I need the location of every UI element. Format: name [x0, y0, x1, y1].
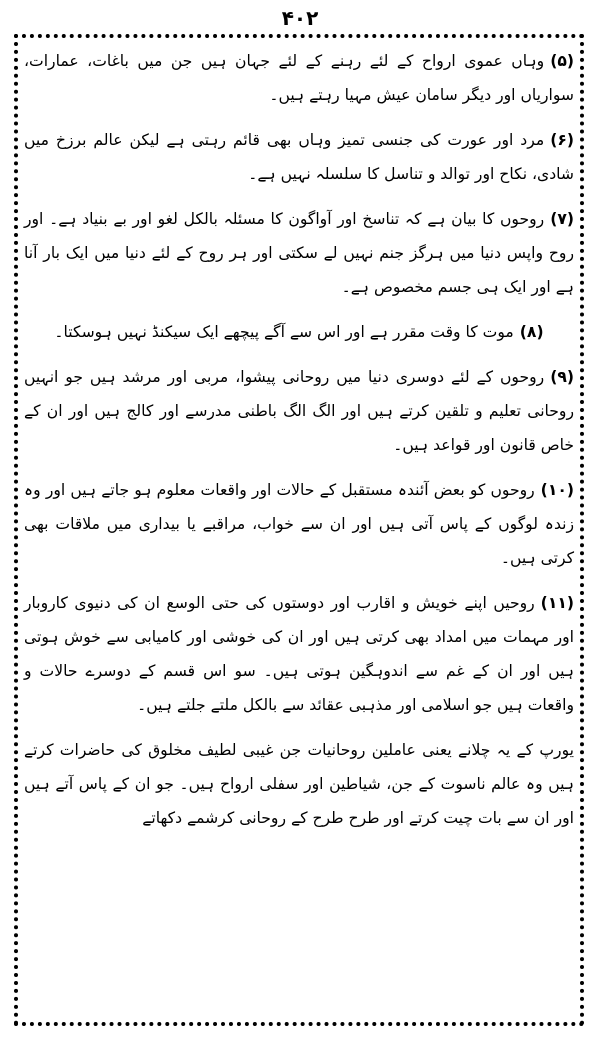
page-body [24, 44, 574, 846]
paragraph-text: مرد اور عورت کی جنسی تمیز وہاں بھی قائم رہتی ہے لیکن عالم برزخ میں شادی، نکاح اور توالد و تناسل کا سلسلہ نہیں ہے۔ [24, 131, 574, 183]
paragraph-11 [24, 586, 574, 722]
paragraph-8 [24, 315, 574, 349]
paragraph-text: موت کا وقت مقرر ہے اور اس سے آگے پیچھے ایک سیکنڈ نہیں ہوسکتا۔ [54, 323, 514, 341]
page-number: ۴۰۲ [281, 6, 319, 30]
paragraph-number: (۵) [550, 52, 574, 70]
paragraph-6 [24, 123, 574, 191]
paragraph-number: (۱۱) [540, 594, 574, 612]
paragraph-number: (۶) [550, 131, 574, 149]
paragraph-number: (۱۰) [540, 481, 574, 499]
paragraph-text: روحوں کا بیان ہے کہ تناسخ اور آواگون کا مسئلہ بالکل لغو اور بے بنیاد ہے۔ اور روح واپس دنیا میں ہرگز جنم نہیں لے سکتی اور ہر روح کے لئے دنیا میں ایک بار آنا ہے اور ایک ہی جسم مخصوص ہے۔ [24, 210, 574, 296]
paragraph-10 [24, 473, 574, 575]
paragraph-europe [24, 733, 574, 835]
paragraph-text: روحیں اپنے خویش و اقارب اور دوستوں کی حتی الوسع ان کی دنیوی کاروبار اور مہمات میں امداد بھی کرتی ہیں اور ان کی خوشی اور کامیابی سے خوش ہوتی ہیں اور ان کے غم سے اندوہگین ہوتی ہیں۔ سو اس قسم کے دوسرے حالات و واقعات ہیں جو اسلامی اور مذہبی عقائد سے بالکل ملتے جلتے ہیں۔ [24, 594, 574, 714]
paragraph-number: (۷) [550, 210, 574, 228]
paragraph-number: (۸) [519, 323, 544, 341]
paragraph-7 [24, 202, 574, 304]
paragraph-5 [24, 44, 574, 112]
paragraph-9 [24, 360, 574, 462]
paragraph-text: روحوں کو بعض آئندہ مستقبل کے حالات اور واقعات معلوم ہو جاتے ہیں اور وہ زندہ لوگوں کے پاس آتی ہیں اور ان سے خواب، مراقبے یا بیداری میں ملاقات بھی کرتی ہیں۔ [24, 481, 574, 567]
paragraph-text: روحوں کے لئے دوسری دنیا میں روحانی پیشوا، مربی اور مرشد ہیں جو انہیں روحانی تعلیم و تلقین کرتے ہیں اور الگ الگ باطنی مدرسے اور کالج ہیں اور ان کے خاص قانون اور قواعد ہیں۔ [24, 368, 574, 454]
paragraph-number: (۹) [550, 368, 574, 386]
paragraph-text: وہاں عموی ارواح کے لئے رہنے کے لئے جہان ہیں جن میں باغات، عمارات، سواریاں اور دیگر سامان عیش مہیا رہتے ہیں۔ [24, 52, 574, 104]
paragraph-text: یورپ کے یہ چلانے یعنی عاملین روحانیات جن غیبی لطیف مخلوق کی حاضرات کرتے ہیں وہ عالم ناسوت کے جن، شیاطین اور سفلی ارواح ہیں۔ جو ان کے پاس آتے ہیں اور ان سے بات چیت کرتے اور طرح طرح کے روحانی کرشمے دکھاتے [24, 741, 574, 827]
